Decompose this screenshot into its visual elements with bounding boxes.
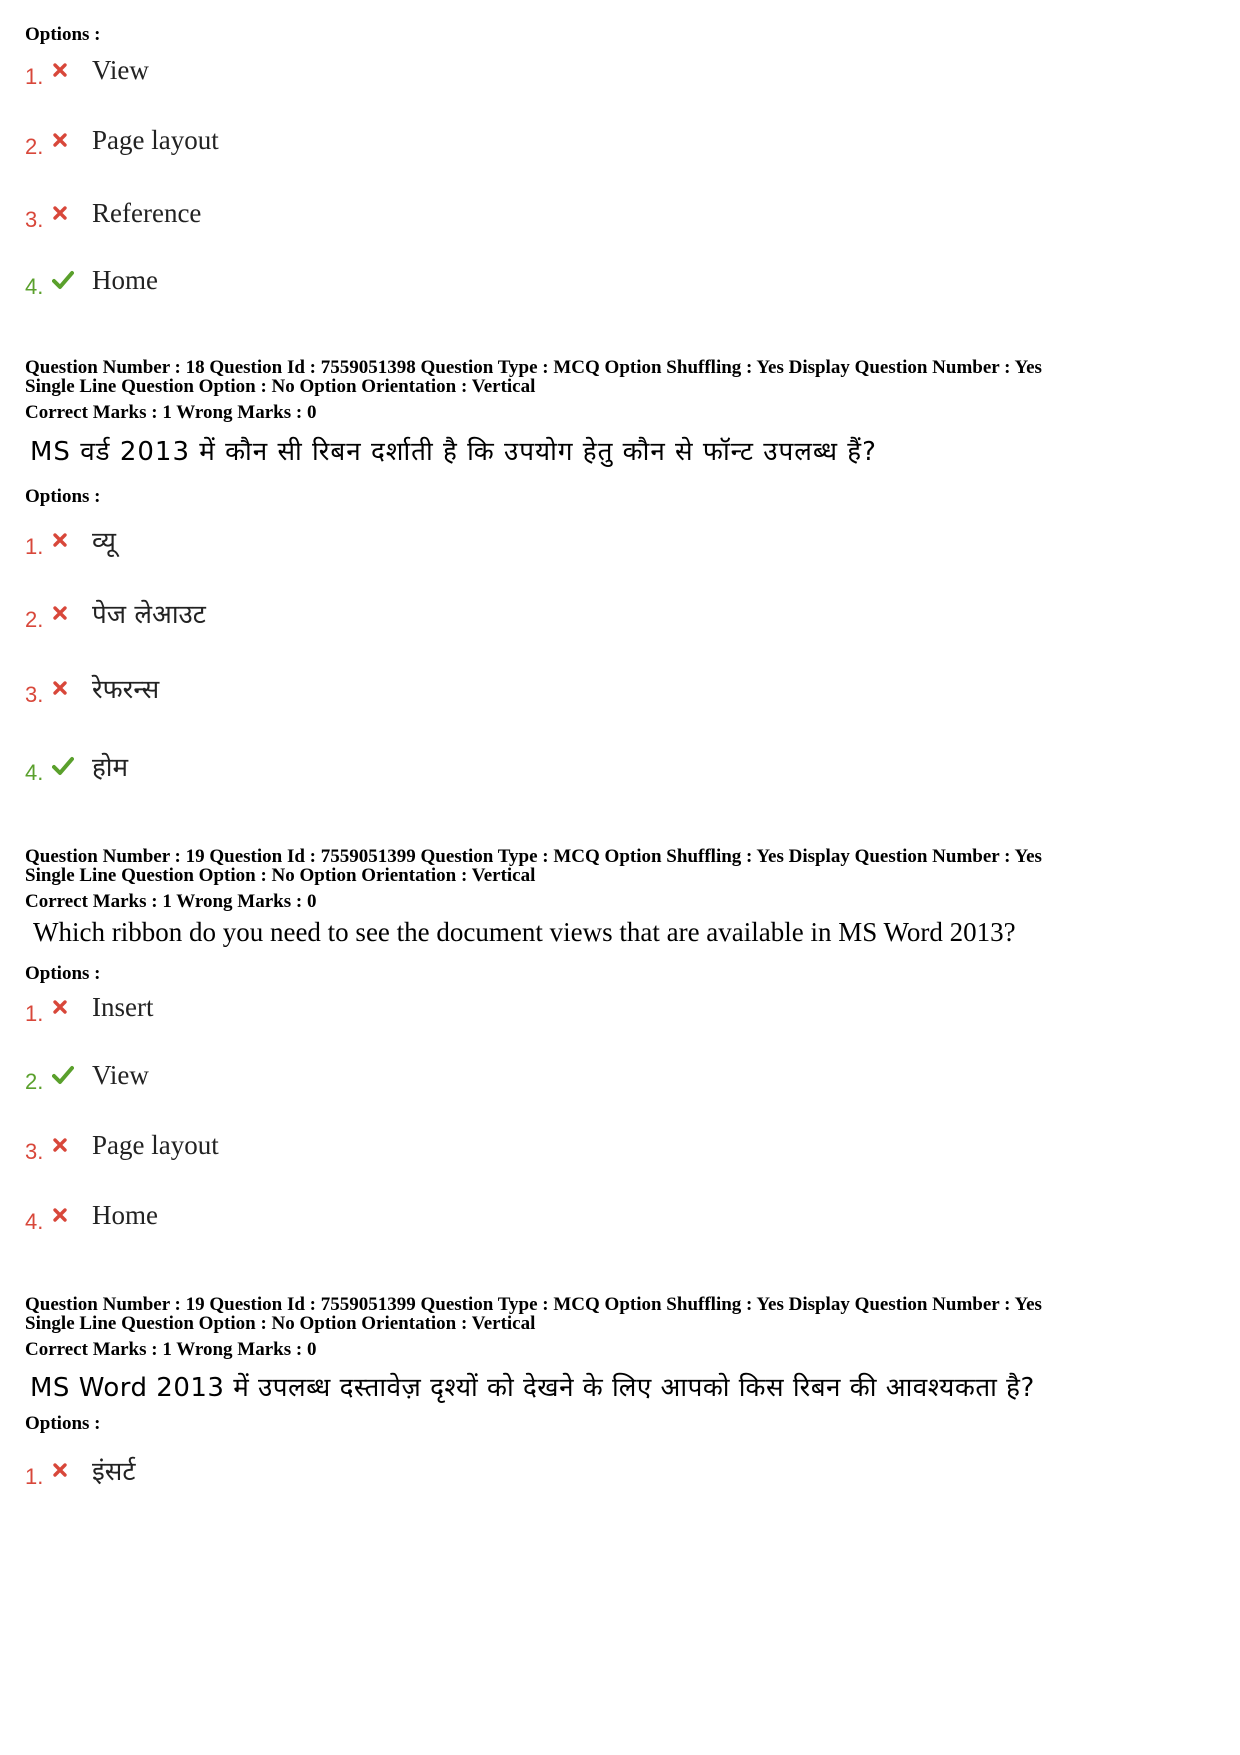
options-label: Options : [25, 24, 101, 45]
option-number: 4. [25, 760, 44, 785]
option-1 [25, 987, 153, 1027]
option-text: इंसर्ट [92, 1457, 136, 1487]
check-icon [52, 1060, 82, 1090]
option-text: Page layout [92, 1129, 219, 1160]
cross-icon [52, 125, 82, 155]
marks-info: Correct Marks : 1 Wrong Marks : 0 [25, 891, 317, 912]
option-number: 3. [25, 1139, 44, 1164]
cross-icon [52, 198, 82, 228]
check-icon [52, 751, 82, 781]
option-4 [25, 260, 158, 300]
option-text: Home [92, 264, 158, 295]
option-number: 4. [25, 274, 44, 299]
option-number: 2. [25, 1069, 44, 1094]
option-3 [25, 193, 201, 233]
option-1 [25, 520, 116, 560]
option-4 [25, 746, 128, 786]
option-number: 3. [25, 682, 44, 707]
option-text: View [92, 1059, 149, 1090]
cross-icon [52, 525, 82, 555]
question-meta-line2: Single Line Question Option : No Option Orientation : Vertical [25, 1313, 536, 1334]
option-text: Page layout [92, 124, 219, 155]
cross-icon [52, 992, 82, 1022]
cross-icon [52, 1200, 82, 1230]
cross-icon [52, 673, 82, 703]
question-text: Which ribbon do you need to see the document views that are available in MS Word 2013? [33, 917, 1016, 947]
question-text: MS वर्ड 2013 में कौन सी रिबन दर्शाती है कि उपयोग हेतु कौन से फॉन्ट उपलब्ध हैं? [30, 437, 877, 467]
question-meta: Question Number : 19 Question Id : 7559051399 Question Type : MCQ Option Shuffling : Yes Display Question Number : Yes [25, 846, 1042, 867]
cross-icon [52, 598, 82, 628]
option-number: 4. [25, 1209, 44, 1234]
option-2 [25, 1055, 149, 1095]
option-text: होम [92, 753, 129, 783]
option-number: 2. [25, 607, 44, 632]
option-2 [25, 593, 206, 633]
option-text: पेज लेआउट [92, 600, 206, 630]
option-3 [25, 668, 159, 708]
question-meta: Question Number : 18 Question Id : 7559051398 Question Type : MCQ Option Shuffling : Yes Display Question Number : Yes [25, 357, 1042, 378]
option-text: View [92, 54, 149, 85]
option-text: Home [92, 1199, 158, 1230]
question-meta-line2: Single Line Question Option : No Option Orientation : Vertical [25, 376, 536, 397]
option-text: Reference [92, 197, 202, 228]
options-label: Options : [25, 1413, 101, 1434]
option-text: Insert [92, 991, 154, 1022]
question-meta: Question Number : 19 Question Id : 7559051399 Question Type : MCQ Option Shuffling : Yes Display Question Number : Yes [25, 1294, 1042, 1315]
option-text: रेफरन्स [92, 675, 160, 705]
option-number: 1. [25, 64, 44, 89]
options-label: Options : [25, 486, 101, 507]
option-2 [25, 120, 219, 160]
option-number: 3. [25, 207, 44, 232]
option-3 [25, 1125, 219, 1165]
option-number: 1. [25, 1001, 44, 1026]
option-1 [25, 1450, 135, 1490]
marks-info: Correct Marks : 1 Wrong Marks : 0 [25, 1339, 317, 1360]
option-number: 2. [25, 134, 44, 159]
cross-icon [52, 55, 82, 85]
option-text: व्यू [92, 527, 116, 557]
options-label: Options : [25, 963, 101, 984]
option-4 [25, 1195, 158, 1235]
option-number: 1. [25, 1464, 44, 1489]
cross-icon [52, 1455, 82, 1485]
question-text: MS Word 2013 में उपलब्ध दस्तावेज़ दृश्यों को देखने के लिए आपको किस रिबन की आवश्यकता है? [30, 1373, 1035, 1403]
check-icon [52, 265, 82, 295]
cross-icon [52, 1130, 82, 1160]
option-number: 1. [25, 534, 44, 559]
question-meta-line2: Single Line Question Option : No Option Orientation : Vertical [25, 865, 536, 886]
option-1 [25, 50, 149, 90]
marks-info: Correct Marks : 1 Wrong Marks : 0 [25, 402, 317, 423]
